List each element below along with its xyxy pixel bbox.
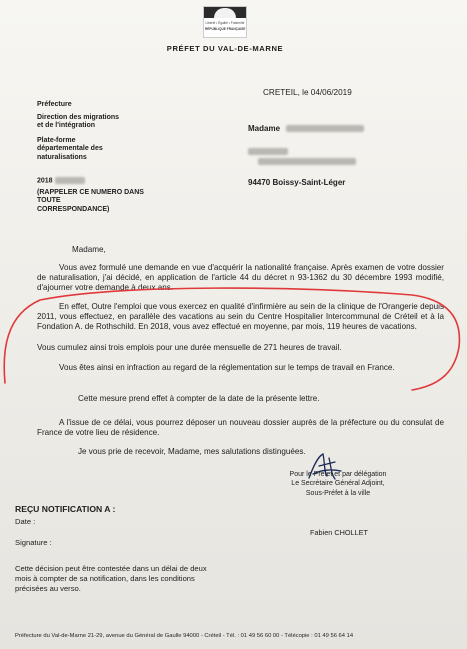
paragraph-new-file: A l'issue de ce délai, vous pourrez déposer un nouveau dossier auprès de la préfecture ou du consulat de France de votre lieu de résidence. bbox=[37, 418, 444, 438]
signature-line-2: Le Secrétaire Général Adjoint, bbox=[291, 480, 385, 488]
direction-block bbox=[37, 114, 119, 131]
signature-line-1: Pour le Préfet et par délégation bbox=[289, 471, 387, 478]
signatory-name: Fabien CHOLLET bbox=[310, 528, 368, 537]
plateforme-block bbox=[37, 137, 103, 162]
signature-line-3: Sous-Préfet à la ville bbox=[305, 489, 371, 497]
recipient-city: 94470 Boissy-Saint-Léger bbox=[248, 178, 346, 187]
rappeler-line: TOUTE bbox=[37, 197, 61, 205]
plateforme-line: Plate-forme bbox=[37, 137, 76, 144]
direction-line: Direction des migrations bbox=[37, 114, 120, 121]
rappeler-line: CORRESPONDANCE) bbox=[37, 205, 110, 213]
logo-republique: RÉPUBLIQUE FRANÇAISE bbox=[205, 27, 246, 31]
page-footer: Préfecture du Val-de-Marne 21-29, avenue du Général de Gaulle 94000 - Créteil - Tél. : 01 49 56 60 00 - Télécopie : 01 49 56 64 14 bbox=[15, 633, 354, 639]
prefecture-label: Préfecture bbox=[37, 101, 72, 108]
paragraph-request: Vous avez formulé une demande en vue d'acquérir la nationalité française. Après examen de votre dossier de naturalisation, j'ai décidé, en application de l'article 44 du décret n 93-1362 du 30 décembre 1993 modifié, d'ajourner votre demande à deux ans. bbox=[37, 263, 444, 293]
paragraph-infraction: Vous êtes ainsi en infraction au regard de la réglementation sur le temps de travail en France. bbox=[59, 363, 395, 372]
logo-motto: Liberté • Égalité • Fraternité bbox=[205, 21, 245, 25]
redacted-address-2 bbox=[258, 153, 356, 171]
rappeler-block bbox=[37, 189, 144, 214]
salutation: Madame, bbox=[72, 245, 106, 254]
notification-signature: Signature : bbox=[15, 538, 52, 547]
reference-number: 2018 bbox=[37, 177, 85, 186]
notification-title: REÇU NOTIFICATION A : bbox=[15, 504, 116, 514]
recipient-name: Madame bbox=[248, 124, 364, 133]
paragraph-hours: Vous cumulez ainsi trois emplois pour une durée mensuelle de 271 heures de travail. bbox=[37, 343, 342, 352]
plateforme-line: naturalisations bbox=[37, 153, 87, 161]
handwritten-signature bbox=[305, 452, 345, 482]
date-line: CRETEIL, le 04/06/2019 bbox=[263, 88, 352, 97]
paragraph-effect: Cette mesure prend effet à compter de la date de la présente lettre. bbox=[78, 394, 320, 403]
plateforme-line: départementale des bbox=[37, 145, 103, 153]
republique-logo bbox=[203, 6, 247, 38]
direction-line: et de l'intégration bbox=[37, 122, 96, 130]
prefet-title: PRÉFET DU VAL-DE-MARNE bbox=[166, 44, 284, 53]
redacted-ref bbox=[55, 177, 85, 184]
redacted-name bbox=[286, 125, 364, 132]
paragraph-closing: Je vous prie de recevoir, Madame, mes salutations distinguées. bbox=[78, 447, 306, 456]
contest-notice: Cette décision peut être contestée dans un délai de deux mois à compter de sa notification, dans les conditions précisées au verso. bbox=[15, 564, 207, 593]
notification-date: Date : bbox=[15, 517, 36, 526]
paragraph-employment: En effet, Outre l'emploi que vous exercez en qualité d'infirmière au sein de la clinique de l'Orangerie depuis 2011, vous effectuez, en parallèle des vacations au sein du Centre Hospitalier Intercommunal de Créteil et à la Fondation A. de Rothschild. En 2018, vous avez effectué en moyenne, par mois, 119 heures de vacations. bbox=[37, 302, 444, 332]
rappeler-line: (RAPPELER CE NUMERO DANS bbox=[37, 189, 144, 196]
